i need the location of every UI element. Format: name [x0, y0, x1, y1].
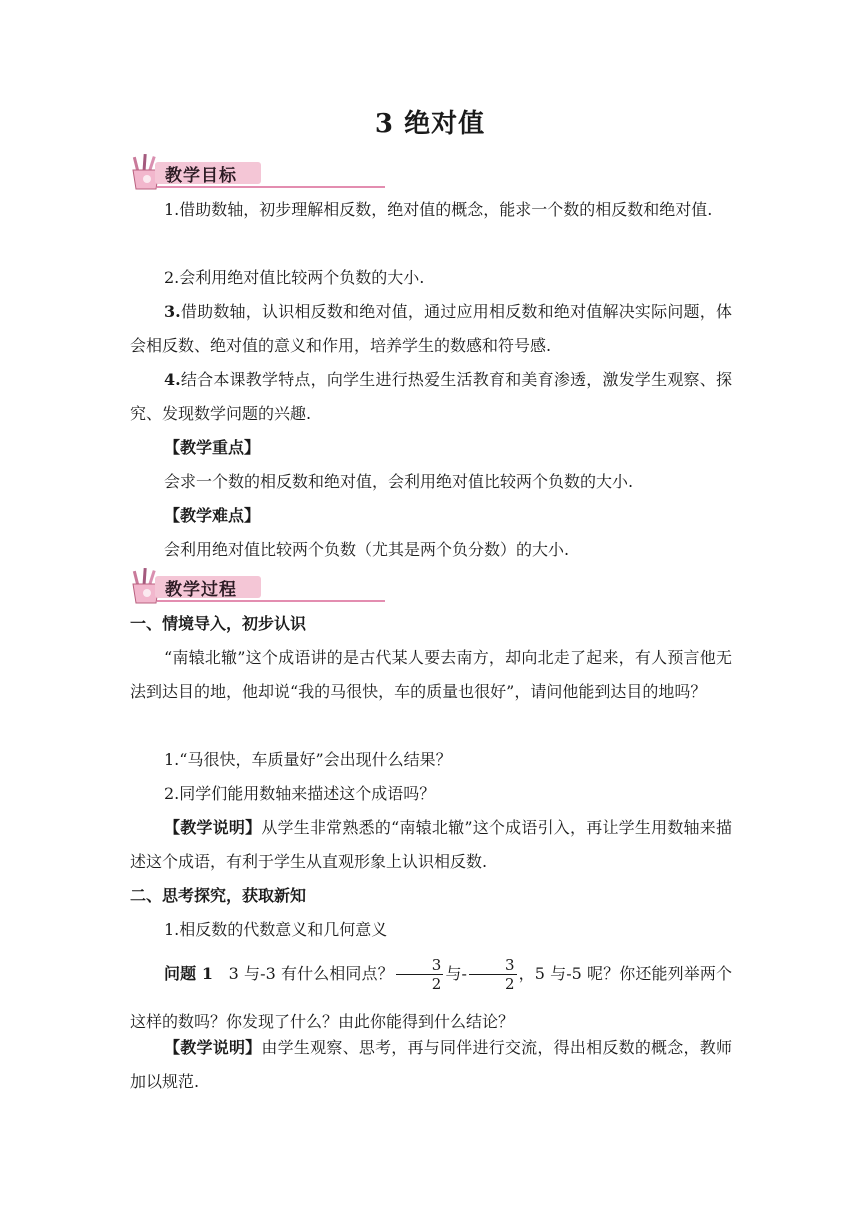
fraction-three-halves [396, 956, 444, 993]
part-1-note [130, 811, 732, 879]
goal-1: 1.借助数轴，初步理解相反数，绝对值的概念，能求一个数的相反数和绝对值. [164, 200, 713, 219]
problem-text-mid: 与- [445, 964, 467, 983]
goal-4-text: 结合本课教学特点，向学生进行热爱生活教育和美育渗透，激发学生观察、探究、发现数学问题的兴趣. [130, 370, 732, 423]
goal-3-number: 3. [164, 302, 181, 321]
note-label: 【教学说明】 [164, 1038, 262, 1057]
fraction-denominator: 2 [431, 975, 442, 993]
part-1-paragraph: “南辕北辙”这个成语讲的是古代某人要去南方，却向北走了起来，有人预言他无法到达目的地，他却说“我的马很快，车的质量也很好”，请问他能到达目的地吗？ [130, 648, 732, 701]
part-2-heading: 二、思考探究，获取新知 [130, 886, 307, 905]
note-text: 从学生非常熟悉的“南辕北辙”这个成语引入，再让学生用数轴来描述这个成语，有利于学生从直观形象上认识相反数. [130, 818, 732, 871]
badge-underline [157, 186, 385, 188]
fraction-numerator: 3 [469, 956, 517, 975]
fraction-denominator: 2 [504, 975, 515, 993]
key-points-heading: 【教学重点】 [164, 438, 261, 457]
page-title: 3 绝对值 [374, 109, 486, 139]
problem-label: 问题 1 [164, 964, 214, 983]
goal-4-number: 4. [164, 370, 181, 389]
badge-label: 教学过程 [165, 580, 237, 600]
goal-3-text: 借助数轴，认识相反数和绝对值，通过应用相反数和绝对值解决实际问题，体会相反数、绝对值的意义和作用，培养学生的数感和符号感. [130, 302, 732, 355]
difficulty-text: 会利用绝对值比较两个负数（尤其是两个负分数）的大小. [164, 540, 570, 559]
section-badge-goals [127, 152, 267, 192]
note-label: 【教学说明】 [164, 818, 262, 837]
part-1-question-1: 1.“马很快，车质量好”会出现什么结果？ [164, 750, 452, 769]
part-2-subheading: 1.相反数的代数意义和几何意义 [164, 920, 388, 939]
problem-text-a: 3 与-3 有什么相同点？ [228, 964, 394, 983]
badge-underline [157, 600, 385, 602]
difficulty-heading: 【教学难点】 [164, 506, 261, 525]
section-badge-process [127, 566, 267, 606]
goal-2: 2.会利用绝对值比较两个负数的大小. [164, 268, 425, 287]
fraction-neg-three-halves [469, 956, 517, 993]
part-1-heading: 一、情境导入，初步认识 [130, 614, 307, 633]
badge-label: 教学目标 [165, 166, 237, 186]
part-1-question-2: 2.同学们能用数轴来描述这个成语吗？ [164, 784, 436, 803]
goal-4 [130, 363, 732, 431]
note-text: 由学生观察、思考，再与同伴进行交流，得出相反数的概念，教师加以规范. [130, 1038, 732, 1091]
goal-3 [130, 295, 732, 363]
part-2-note [130, 1031, 732, 1099]
problem-text-b: ，5 与-5 呢？你还能列举两个这样的数吗？你发现了什么？由此你能得到什么结论？ [130, 964, 732, 1031]
fraction-numerator: 3 [396, 956, 444, 975]
key-points-text: 会求一个数的相反数和绝对值，会利用绝对值比较两个负数的大小. [164, 472, 634, 491]
